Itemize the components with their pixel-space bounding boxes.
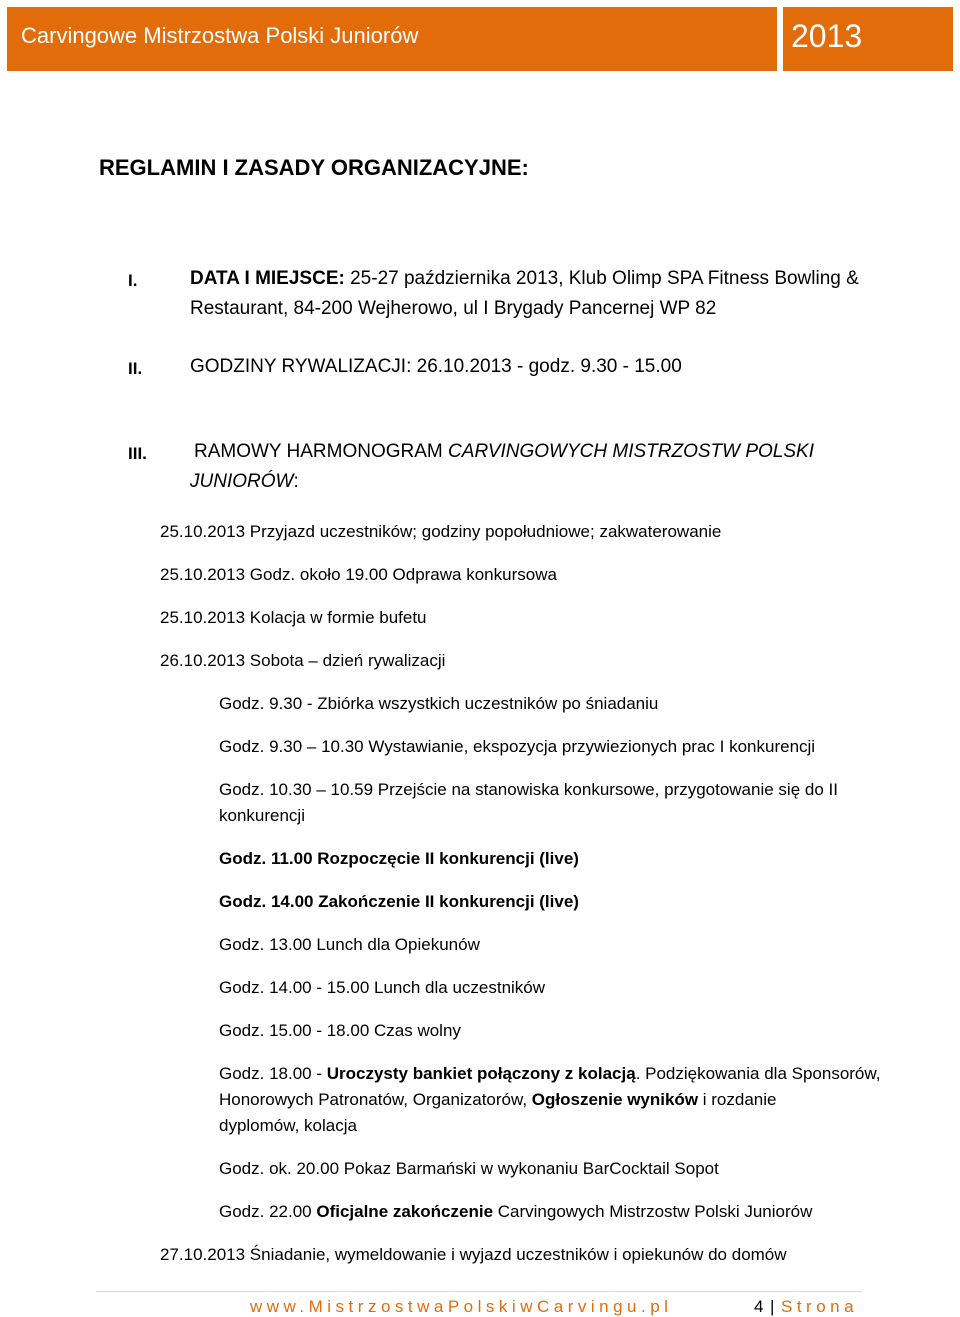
schedule-item-1: Godz. 9.30 - Zbiórka wszystkich uczestników po śniadaniu: [219, 694, 659, 713]
section-1-text-1: 25-27 października 2013, Klub Olimp SPA Fitness Bowling &: [344, 268, 859, 289]
schedule-item-11-pre: Godz. 22.00: [219, 1202, 317, 1221]
schedule-item-9a: [219, 1064, 880, 1084]
section-2-text: 26.10.2013 - godz. 9.30 - 15.00: [411, 356, 682, 377]
schedule-item-2: Godz. 9.30 – 10.30 Wystawianie, ekspozycja przywiezionych prac I konkurencji: [219, 737, 816, 756]
section-3-line-2: [190, 472, 299, 492]
section-3-line-1: [194, 442, 814, 462]
schedule-item-3b: konkurencji: [219, 806, 305, 825]
header-year: 2013: [791, 18, 863, 54]
page-heading: REGLAMIN I ZASADY ORGANIZACYJNE:: [99, 155, 529, 180]
schedule-item-9b-bold: Ogłoszenie wyników: [531, 1090, 699, 1109]
schedule-item-9b: [219, 1090, 776, 1110]
footer-website: www.MistrzostwaPolskiwCarvingu.pl: [250, 1297, 673, 1316]
schedule-item-10: Godz. ok. 20.00 Pokaz Barmański w wykonaniu BarCocktail Sopot: [219, 1159, 719, 1178]
footer-divider: [96, 1291, 862, 1292]
footer-page-label: Strona: [781, 1297, 859, 1316]
schedule-item-11: [219, 1202, 812, 1222]
section-3-label-2-tail: :: [293, 471, 299, 492]
schedule-item-9b-post: i rozdanie: [698, 1090, 777, 1109]
schedule-item-9-post: . Podziękowania dla Sponsorów,: [635, 1064, 881, 1083]
schedule-day-1: 25.10.2013 Przyjazd uczestników; godziny popołudniowe; zakwaterowanie: [160, 522, 722, 541]
schedule-item-11-post: Carvingowych Mistrzostw Polski Juniorów: [493, 1202, 813, 1221]
footer-page-number: 4: [754, 1297, 764, 1316]
header-year-box: [782, 6, 954, 72]
section-3-label-2-italic: JUNIORÓW: [190, 471, 294, 492]
schedule-item-6: Godz. 13.00 Lunch dla Opiekunów: [219, 935, 480, 954]
schedule-item-3a: Godz. 10.30 – 10.59 Przejście na stanowiska konkursowe, przygotowanie się do II: [219, 780, 838, 799]
section-1-line-2: Restaurant, 84-200 Wejherowo, ul I Brygady Pancernej WP 82: [190, 298, 717, 319]
schedule-item-8: Godz. 15.00 - 18.00 Czas wolny: [219, 1021, 461, 1040]
section-1-label: DATA I MIEJSCE:: [190, 268, 345, 289]
section-3-label: RAMOWY HARMONOGRAM: [194, 441, 449, 462]
section-numeral-2: II.: [128, 359, 143, 378]
section-1-line-1: [190, 269, 859, 289]
schedule-day-3: 25.10.2013 Kolacja w formie bufetu: [160, 608, 427, 627]
schedule-item-9-pre: Godz. 18.00 -: [219, 1064, 327, 1083]
schedule-day-2: 25.10.2013 Godz. około 19.00 Odprawa konkursowa: [160, 565, 557, 584]
section-numeral-3: III.: [128, 444, 147, 463]
section-2-line: [190, 357, 682, 377]
schedule-item-9b-pre: Honorowych Patronatów, Organizatorów,: [219, 1090, 532, 1109]
footer-separator: |: [770, 1297, 775, 1316]
schedule-item-7: Godz. 14.00 - 15.00 Lunch dla uczestników: [219, 978, 546, 997]
schedule-item-9c: dyplomów, kolacja: [219, 1116, 357, 1135]
schedule-day-4: 26.10.2013 Sobota – dzień rywalizacji: [160, 651, 446, 670]
schedule-day-5: 27.10.2013 Śniadanie, wymeldowanie i wyjazd uczestników i opiekunów do domów: [160, 1245, 787, 1264]
schedule-item-11-bold: Oficjalne zakończenie: [316, 1202, 494, 1221]
header-bar: [6, 6, 778, 72]
section-3-label-italic: CARVINGOWYCH MISTRZOSTW POLSKI: [448, 441, 815, 462]
schedule-item-4: Godz. 11.00 Rozpoczęcie II konkurencji (live): [219, 849, 579, 868]
schedule-item-9-bold: Uroczysty bankiet połączony z kolacją: [326, 1064, 636, 1083]
section-numeral-1: I.: [128, 271, 138, 290]
header-title: Carvingowe Mistrzostwa Polski Juniorów: [21, 23, 419, 48]
schedule-item-5: Godz. 14.00 Zakończenie II konkurencji (live): [219, 892, 579, 911]
section-2-label: GODZINY RYWALIZACJI:: [190, 356, 412, 377]
